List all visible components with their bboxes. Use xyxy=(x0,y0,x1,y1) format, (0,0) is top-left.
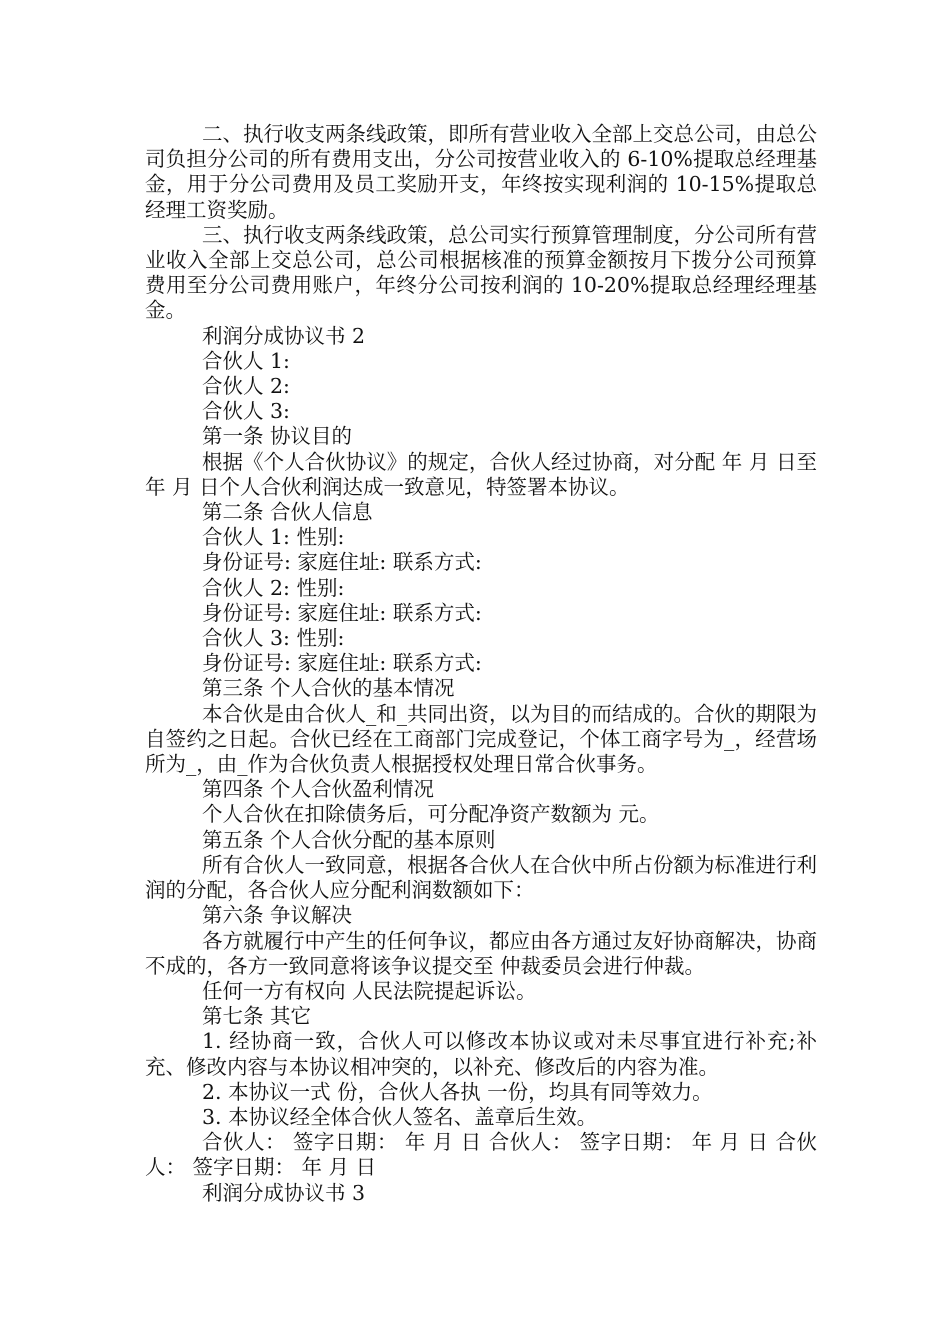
article-6-litigation: 任何一方有权向 人民法院提起诉讼。 xyxy=(202,978,537,1003)
article-2-heading: 第二条 合伙人信息 xyxy=(202,500,373,525)
article-1-heading: 第一条 协议目的 xyxy=(202,424,353,449)
partner-3-info: 合伙人 3: 性别: xyxy=(202,626,345,651)
signature-line: 合伙人： 签字日期： 年 月 日 合伙人： 签字日期： 年 月 日 合伙人： 签字日期： 年 月 日 xyxy=(145,1130,817,1180)
partner-2-info: 合伙人 2: 性别: xyxy=(202,575,345,600)
article-5-body: 所有合伙人一致同意，根据各合伙人在合伙中所占份额为标准进行利润的分配，各合伙人应分配利润数额如下： xyxy=(145,852,817,903)
agreement-title-2: 利润分成协议书 2 xyxy=(202,323,366,348)
partner-2-contact: 身份证号: 家庭住址: 联系方式: xyxy=(202,600,482,625)
article-3-heading: 第三条 个人合伙的基本情况 xyxy=(202,676,455,701)
article-3-body: 本合伙是由合伙人_和_共同出资，以为目的而结成的。合伙的期限为自签约之日起。合伙已经在工商部门完成登记，个体工商字号为_，经营场所为_，由_作为合伙负责人根据授权处理日常合伙事务。 xyxy=(145,701,817,777)
partner-1-info: 合伙人 1: 性别: xyxy=(202,525,345,550)
partner-1-line: 合伙人 1: xyxy=(202,348,290,373)
article-7-heading: 第七条 其它 xyxy=(202,1004,312,1029)
article-6-body: 各方就履行中产生的任何争议，都应由各方通过友好协商解决，协商不成的，各方一致同意将该争议提交至 仲裁委员会进行仲裁。 xyxy=(145,928,817,978)
article-7-item-1: 1. 经协商一致，合伙人可以修改本协议或对未尽事宜进行补充;补充、修改内容与本协议相冲突的，以补充、修改后的内容为准。 xyxy=(145,1029,817,1079)
paragraph-policy-three: 三、执行收支两条线政策，总公司实行预算管理制度，分公司所有营业收入全部上交总公司，总公司根据核准的预算金额按月下拨分公司预算费用至分公司费用账户，年终分公司按利润的 10-20%提取总经理经理基金。 xyxy=(145,222,817,323)
article-7-item-2: 2. 本协议一式 份，合伙人各执 一份，均具有同等效力。 xyxy=(202,1079,713,1104)
article-4-heading: 第四条 个人合伙盈利情况 xyxy=(202,777,435,802)
article-4-body: 个人合伙在扣除债务后，可分配净资产数额为 元。 xyxy=(202,802,660,827)
partner-3-line: 合伙人 3: xyxy=(202,399,290,424)
article-6-heading: 第六条 争议解决 xyxy=(202,903,353,928)
partner-3-contact: 身份证号: 家庭住址: 联系方式: xyxy=(202,651,482,676)
article-1-body: 根据《个人合伙协议》的规定，合伙人经过协商，对分配 年 月 日至 年 月 日个人合伙利润达成一致意见，特签署本协议。 xyxy=(145,449,817,499)
article-7-item-3: 3. 本协议经全体合伙人签名、盖章后生效。 xyxy=(202,1104,598,1129)
partner-1-contact: 身份证号: 家庭住址: 联系方式: xyxy=(202,550,482,575)
article-5-heading: 第五条 个人合伙分配的基本原则 xyxy=(202,827,496,852)
agreement-title-3: 利润分成协议书 3 xyxy=(202,1180,366,1205)
paragraph-policy-two: 二、执行收支两条线政策，即所有营业收入全部上交总公司，由总公司负担分公司的所有费用支出，分公司按营业收入的 6-10%提取总经理基金，用于分公司费用及员工奖励开支，年终按实现利润的 10-15%提取总经理工资奖励。 xyxy=(145,122,817,222)
document-body xyxy=(145,122,817,1206)
partner-2-line: 合伙人 2: xyxy=(202,374,290,399)
